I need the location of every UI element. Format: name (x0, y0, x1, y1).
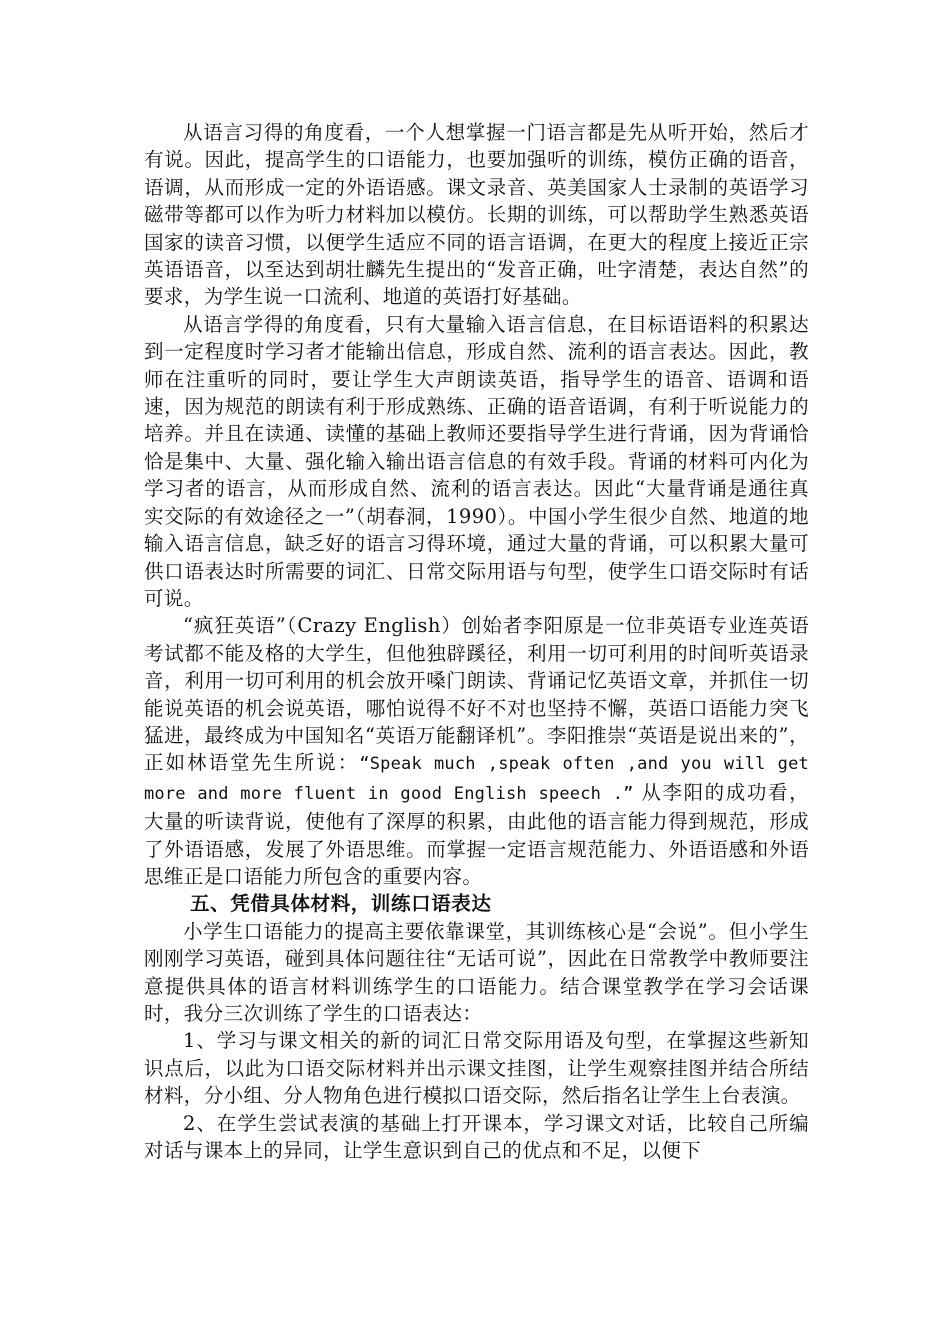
paragraph-step-1: 1、学习与课文相关的新的词汇日常交际用语及句型，在掌握这些新知识点后，以此为口语交际材料并出示课文挂图，让学生观察挂图并结合所结材料，分小组、分人物角色进行模拟口语交际，然后指名让学生上台表演。 (144, 1029, 809, 1108)
paragraph-crazy-english (144, 612, 809, 890)
paragraph-classroom-intro: 小学生口语能力的提高主要依靠课堂，其训练核心是“会说”。但小学生刚刚学习英语，碰到具体问题往往“无话可说”，因此在日常教学中教师要注意提供具体的语言材料训练学生的口语能力。结合课堂教学在学习会话课时，我分三次训练了学生的口语表达： (144, 919, 809, 1025)
english-quote: “Speak much ,speak often ,and you will get more and more fluent in good English speech .” (144, 754, 809, 804)
document-body (144, 119, 809, 1164)
paragraph-step-2: 2、在学生尝试表演的基础上打开课本，学习课文对话，比较自己所编对话与课本上的异同，让学生意识到自己的优点和不足，以便下 (144, 1111, 809, 1163)
crazy-english-text: “疯狂英语”（Crazy English）创始者李阳原是一位非英语专业连英语考试都不能及格的大学生，但他独辟蹊径，利用一切可利用的时间听英语录音，利用一切可利用的机会放开嗓门朗读、背诵记忆英语文章，并抓住一切能说英语的机会说英语，哪怕说得不好不对也坚持不懈，英语口语能力突飞猛进，最终成为中国知名“英语万能翻译机”。李阳推崇“英语是说出来的”，正如林语堂先生所说： (144, 614, 809, 775)
section-heading: 五、凭借具体材料，训练口语表达 (190, 892, 492, 916)
paragraph-reading-recitation: 从语言学得的角度看，只有大量输入语言信息，在目标语语料的积累达到一定程度时学习者才能输出信息，形成自然、流利的语言表达。因此，教师在注重听的同时，要让学生大声朗读英语，指导学生的语音、语调和语速，因为规范的朗读有利于形成熟练、正确的语音语调，有利于听说能力的培养。并且在读通、读懂的基础上教师还要指导学生进行背诵，因为背诵恰恰是集中、大量、强化输入输出语言信息的有效手段。背诵的材料可内化为学习者的语言，从而形成自然、流利的语言表达。因此“大量背诵是通往真实交际的有效途径之一”（胡春洞，1990）。中国小学生很少自然、地道的地输入语言信息，缺乏好的语言习得环境，通过大量的背诵，可以积累大量可供口语表达时所需要的词汇、日常交际用语与句型，使学生口语交际时有话可说。 (144, 312, 809, 610)
paragraph-listening: 从语言习得的角度看，一个人想掌握一门语言都是先从听开始，然后才有说。因此，提高学生的口语能力，也要加强听的训练，模仿正确的语音，语调，从而形成一定的外语语感。课文录音、英美国家人士录制的英语学习磁带等都可以作为听力材料加以模仿。长期的训练，可以帮助学生熟悉英语国家的读音习惯，以便学生适应不同的语言语调，在更大的程度上接近正宗英语语音，以至达到胡壮麟先生提出的“发音正确，吐字清楚，表达自然”的要求，为学生说一口流利、地道的英语打好基础。 (144, 121, 809, 309)
crazy-english-conclusion: 从李阳的成功看，大量的听读背说，使他有了深厚的积累，由此他的语言能力得到规范，形成了外语语感，发展了外语思维。而掌握一定语言规范能力、外语语感和外语思维正是口语能力所包含的重要内容。 (144, 780, 809, 888)
